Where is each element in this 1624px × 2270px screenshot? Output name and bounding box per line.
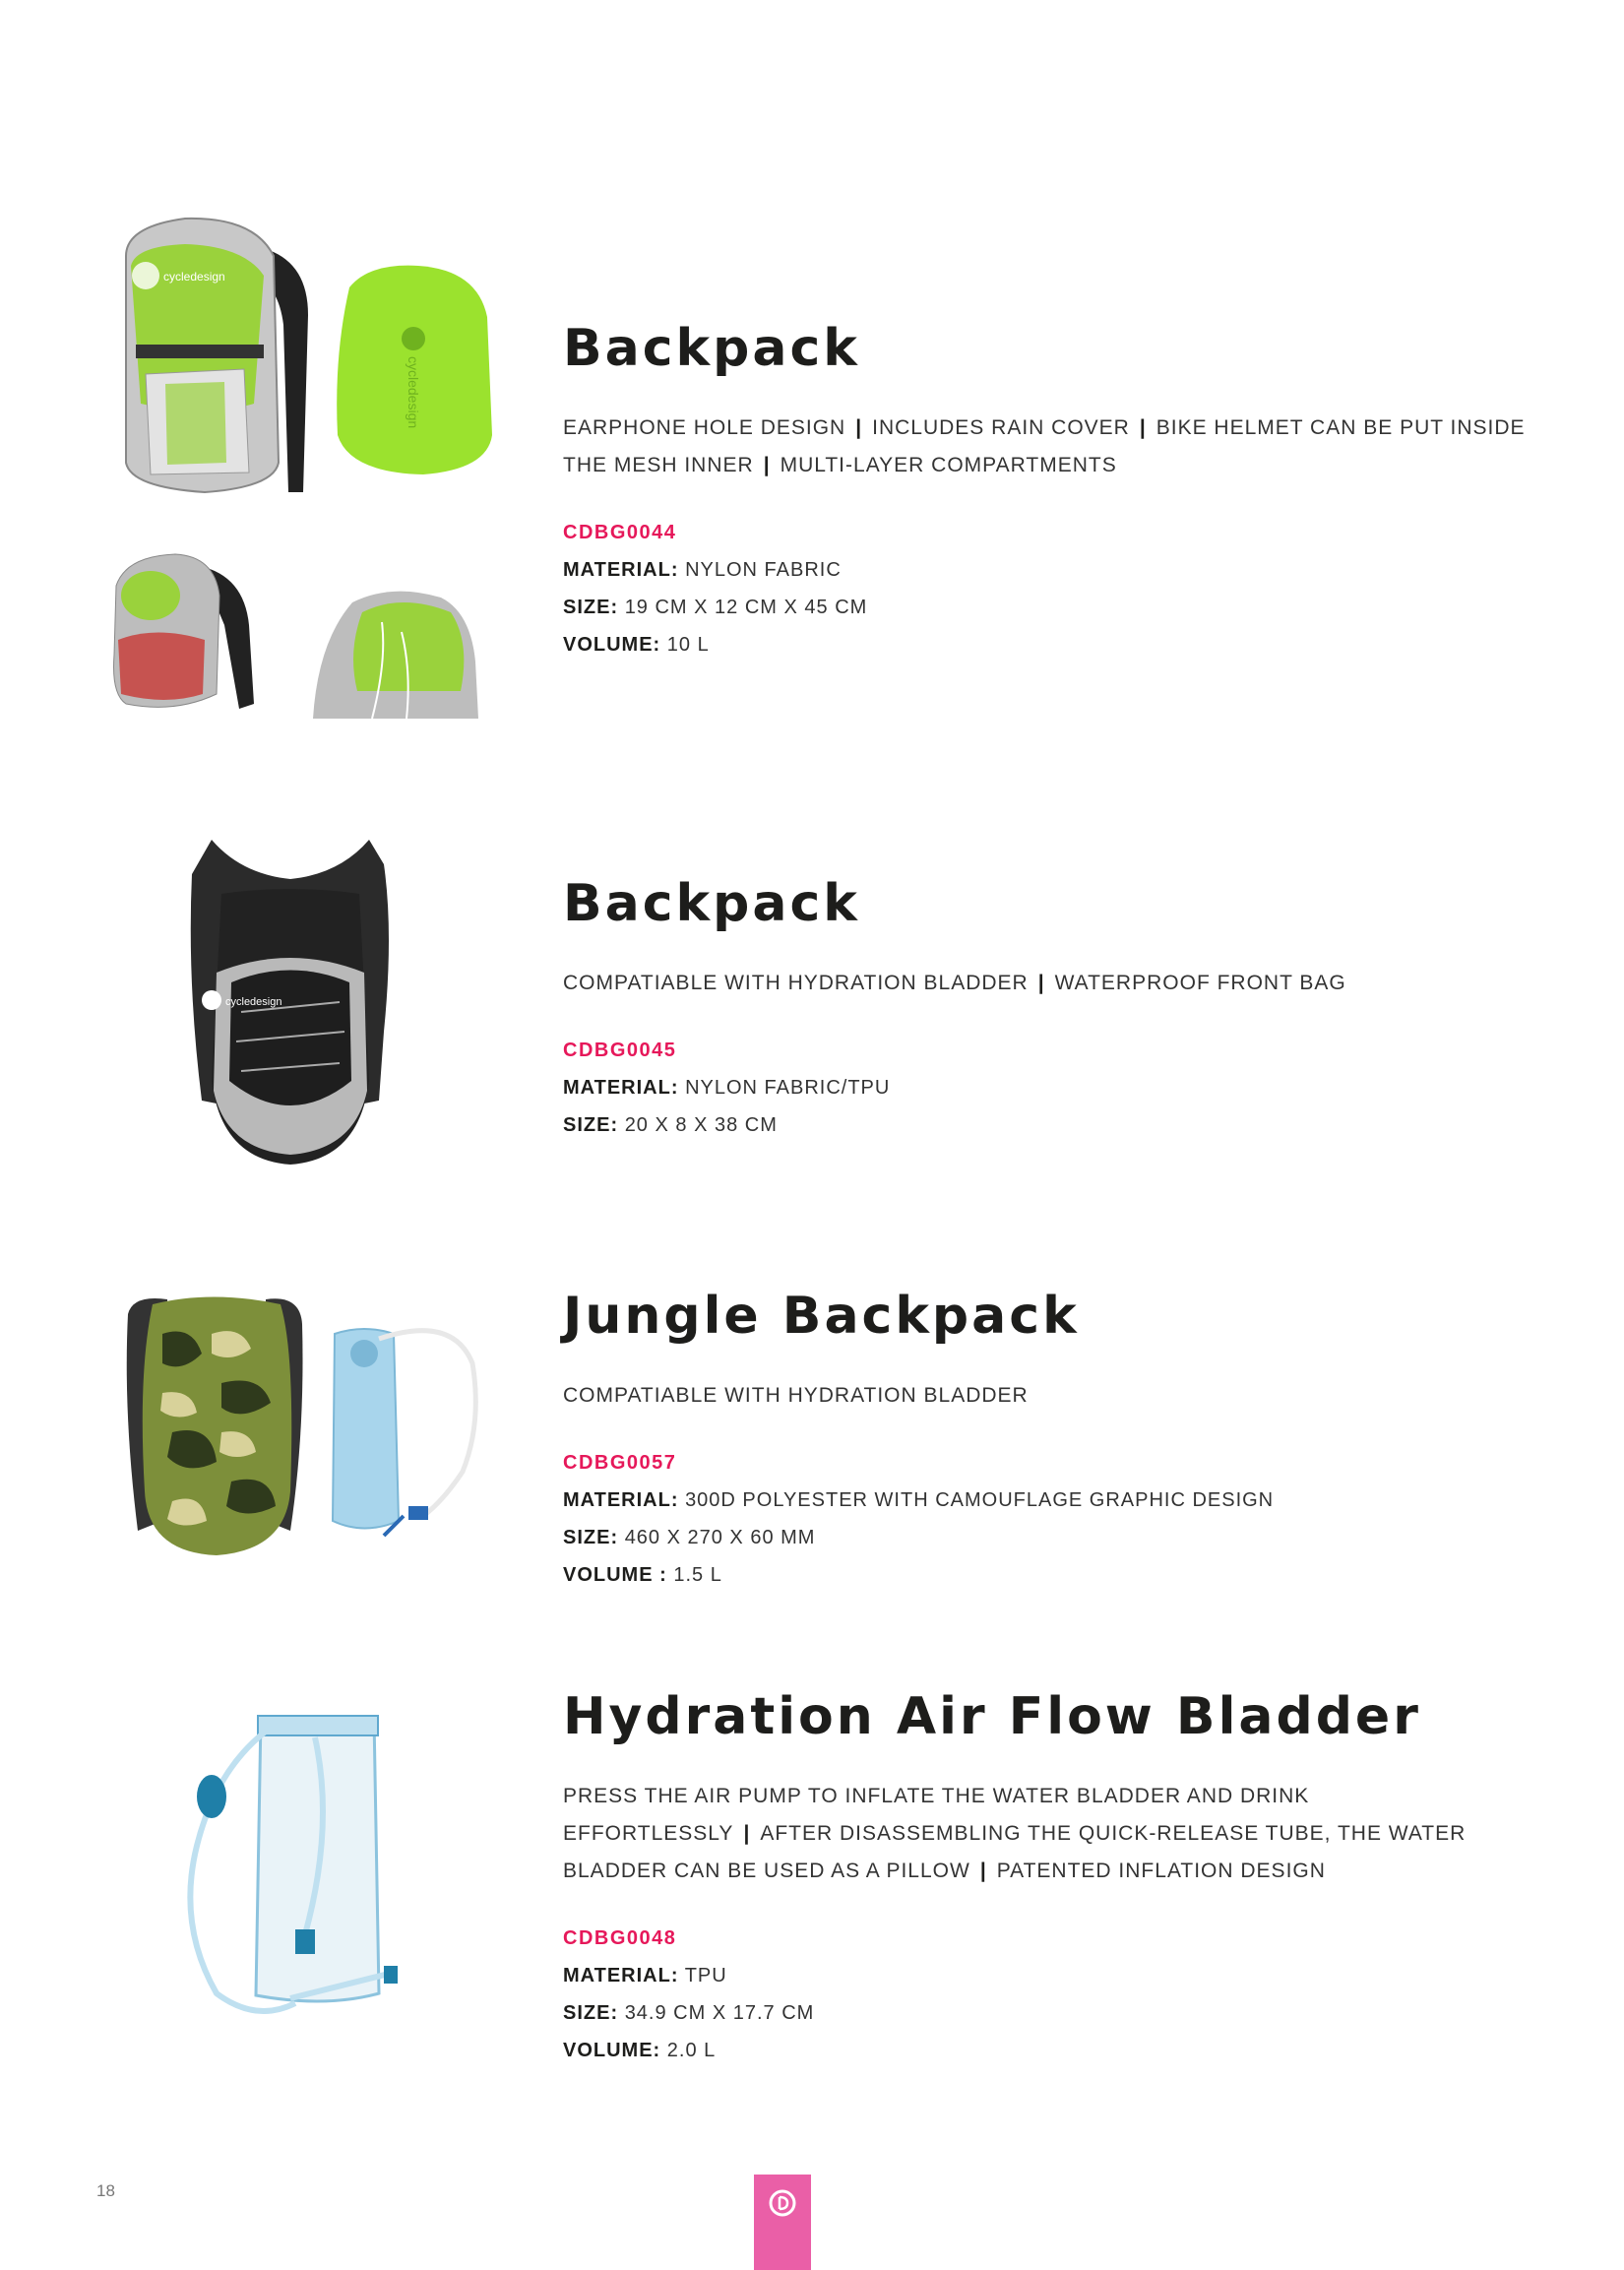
spec-size bbox=[563, 1519, 1547, 1556]
product-code: CDBG0044 bbox=[563, 522, 677, 543]
feature-separator: | bbox=[763, 454, 771, 476]
cycledesign-logo-icon bbox=[768, 2188, 797, 2218]
spec-volume bbox=[563, 626, 1547, 663]
feature: AFTER DISASSEMBLING THE QUICK-RELEASE TUBE, THE WATER BLADDER CAN BE USED AS A PILLOW bbox=[563, 1822, 1467, 1882]
feature: PATENTED INFLATION DESIGN bbox=[996, 1860, 1326, 1882]
product-code: CDBG0045 bbox=[563, 1040, 677, 1061]
spec-label: MATERIAL: bbox=[563, 1489, 679, 1511]
product-features bbox=[563, 965, 1547, 1002]
feature: WATERPROOF FRONT BAG bbox=[1054, 972, 1346, 994]
spec-value: 2.0 L bbox=[666, 2040, 717, 2061]
spec-size bbox=[563, 1994, 1547, 2032]
spec-value: 34.9 CM X 17.7 CM bbox=[624, 2002, 815, 2024]
feature: EARPHONE HOLE DESIGN bbox=[563, 416, 846, 439]
rain-cover-image bbox=[330, 258, 497, 479]
spec-label: SIZE: bbox=[563, 597, 619, 618]
page-number: 18 bbox=[96, 2181, 115, 2200]
product-features bbox=[563, 410, 1547, 484]
spec-value: 460 X 270 X 60 MM bbox=[624, 1527, 816, 1548]
spec-value: NYLON FABRIC/TPU bbox=[685, 1077, 891, 1099]
spec-material bbox=[563, 1957, 1547, 1994]
spec-value: 20 X 8 X 38 CM bbox=[624, 1114, 778, 1136]
spec-label: MATERIAL: bbox=[563, 1965, 679, 1986]
jungle-backpack-image bbox=[123, 1294, 305, 1560]
product-title: Backpack bbox=[563, 319, 860, 378]
spec-size bbox=[563, 589, 1547, 626]
backpack-green-grey-image bbox=[106, 207, 323, 502]
spec-label: VOLUME: bbox=[563, 634, 661, 656]
spec-value: TPU bbox=[684, 1965, 727, 1986]
spec-material bbox=[563, 551, 1547, 589]
product-features bbox=[563, 1377, 1547, 1415]
spec-label: VOLUME : bbox=[563, 1564, 667, 1586]
spec-value: 10 L bbox=[666, 634, 710, 656]
spec-label: SIZE: bbox=[563, 1114, 619, 1136]
feature-separator: | bbox=[1139, 416, 1147, 439]
backpack-earphone-image bbox=[313, 583, 480, 719]
spec-label: MATERIAL: bbox=[563, 559, 679, 581]
product-info bbox=[563, 1687, 1547, 2069]
feature: COMPATIABLE WITH HYDRATION BLADDER bbox=[563, 972, 1029, 994]
brand-print: cycledesign bbox=[163, 270, 225, 284]
product-title: Jungle Backpack bbox=[563, 1287, 1080, 1346]
spec-material bbox=[563, 1482, 1547, 1519]
backpack-helmet-image bbox=[106, 546, 254, 714]
feature: INCLUDES RAIN COVER bbox=[872, 416, 1130, 439]
hydration-bladder-image bbox=[305, 1324, 487, 1550]
feature: BIKE HELMET CAN BE PUT INSIDE THE MESH INNER bbox=[563, 416, 1526, 476]
product-features bbox=[563, 1778, 1547, 1890]
footer-brand-tab bbox=[754, 2175, 811, 2270]
spec-size bbox=[563, 1106, 1547, 1144]
product-title: Hydration Air Flow Bladder bbox=[563, 1687, 1421, 1746]
product-title: Backpack bbox=[563, 874, 860, 933]
spec-label: MATERIAL: bbox=[563, 1077, 679, 1099]
spec-label: SIZE: bbox=[563, 2002, 619, 2024]
feature-separator: | bbox=[1037, 972, 1045, 994]
feature: PRESS THE AIR PUMP TO INFLATE THE WATER BLADDER AND DRINK EFFORTLESSLY bbox=[563, 1785, 1310, 1845]
feature-separator: | bbox=[855, 416, 863, 439]
feature: COMPATIABLE WITH HYDRATION BLADDER bbox=[563, 1384, 1029, 1407]
product-code: CDBG0048 bbox=[563, 1927, 677, 1949]
spec-volume bbox=[563, 2032, 1547, 2069]
feature-separator: | bbox=[979, 1860, 987, 1882]
spec-value: NYLON FABRIC bbox=[685, 559, 842, 581]
backpack-black-image bbox=[182, 835, 399, 1174]
feature-separator: | bbox=[743, 1822, 751, 1845]
spec-label: SIZE: bbox=[563, 1527, 619, 1548]
spec-value: 19 CM X 12 CM X 45 CM bbox=[624, 597, 868, 618]
brand-print: cycledesign bbox=[225, 996, 282, 1008]
spec-value: 1.5 L bbox=[673, 1564, 722, 1586]
rain-cover-brand-print: cycledesign bbox=[406, 356, 421, 429]
feature: MULTI-LAYER COMPARTMENTS bbox=[780, 454, 1117, 476]
air-flow-bladder-image bbox=[177, 1708, 413, 2023]
product-info bbox=[563, 319, 1547, 663]
product-info bbox=[563, 874, 1547, 1144]
spec-volume bbox=[563, 1556, 1547, 1594]
product-info bbox=[563, 1287, 1547, 1594]
spec-material bbox=[563, 1069, 1547, 1106]
product-code: CDBG0057 bbox=[563, 1452, 677, 1474]
spec-value: 300D POLYESTER WITH CAMOUFLAGE GRAPHIC DESIGN bbox=[685, 1489, 1275, 1511]
spec-label: VOLUME: bbox=[563, 2040, 661, 2061]
